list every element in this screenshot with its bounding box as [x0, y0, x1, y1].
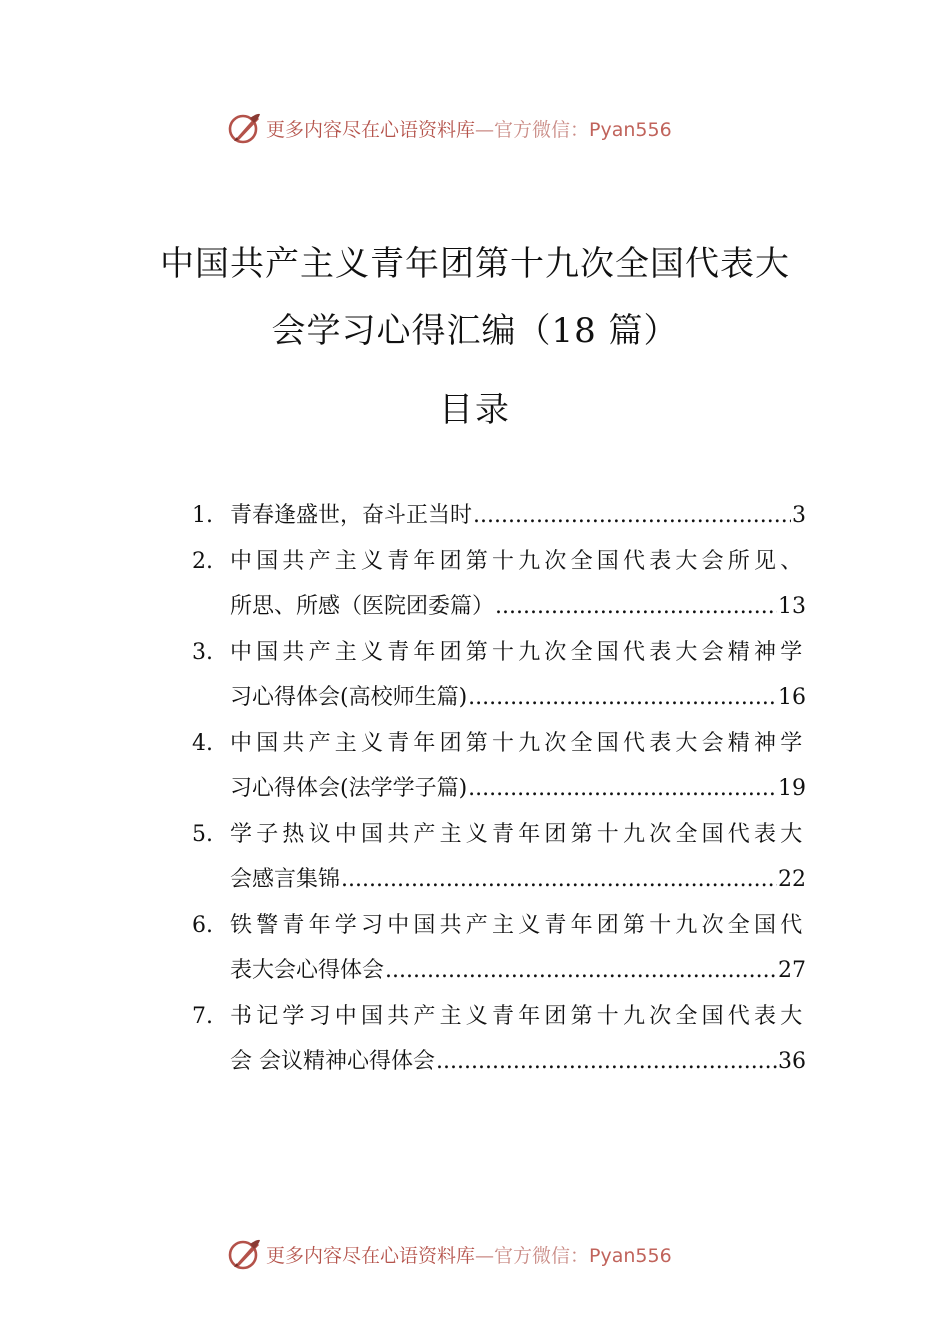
toc-entry-page: 13: [778, 594, 806, 619]
toc-entry-title: 习心得体会(高校师生篇): [230, 685, 468, 710]
toc-entry-page: 27: [778, 958, 806, 983]
watermark-main: 更多内容尽在心语资料库: [266, 1244, 476, 1267]
watermark-text: [266, 115, 672, 142]
quill-logo-icon: [226, 1236, 262, 1272]
watermark-text: [266, 1241, 672, 1268]
toc-dot-leader: [473, 493, 791, 538]
toc-entry-number: 3.: [192, 640, 213, 665]
toc-entry-4[interactable]: [192, 721, 806, 811]
toc-entry-title: 会 会议精神心得体会: [230, 1049, 435, 1074]
watermark-sub: —官方微信：: [475, 1244, 590, 1267]
toc-entry-7[interactable]: [192, 994, 806, 1084]
toc-entry-5[interactable]: [192, 812, 806, 902]
toc-entry-3[interactable]: [192, 630, 806, 720]
watermark-wechat-id: Pyan556: [589, 1244, 672, 1267]
toc-entry-last-line: [230, 857, 806, 902]
toc-entry-last-line: [230, 766, 806, 811]
header-watermark: [226, 108, 672, 148]
toc-entry-last-line: [230, 675, 806, 720]
toc-dot-leader: [468, 675, 777, 720]
toc-entry-title-line: 中国共产主义青年团第十九次全国代表大会所见、: [230, 549, 806, 574]
toc-entry-page: 16: [778, 685, 806, 710]
toc-entry-number: 2.: [192, 549, 213, 574]
toc-entry-title: 会感言集锦: [230, 867, 341, 892]
toc-entry-last-line: [230, 584, 806, 629]
watermark-sub: —官方微信：: [475, 118, 590, 141]
toc-entry-number: 1.: [192, 503, 213, 528]
toc-dot-leader: [436, 1039, 777, 1084]
toc-entry-title-line: 铁警青年学习中国共产主义青年团第十九次全国代: [230, 913, 806, 938]
toc-entry-title-line: 学子热议中国共产主义青年团第十九次全国代表大: [230, 822, 806, 847]
toc-entry-title-line: 书记学习中国共产主义青年团第十九次全国代表大: [230, 1004, 806, 1029]
toc-entry-number: 5.: [192, 822, 213, 847]
toc-entry-page: 36: [778, 1049, 806, 1074]
document-title-line-1: 中国共产主义青年团第十九次全国代表大: [160, 244, 790, 284]
toc-entry-number: 6.: [192, 913, 213, 938]
document-title-line-2: 会学习心得汇编（18 篇）: [271, 311, 679, 351]
toc-entry-title-line: 中国共产主义青年团第十九次全国代表大会精神学: [230, 731, 806, 756]
quill-logo-icon: [226, 110, 262, 146]
toc-dot-leader: [495, 584, 777, 629]
toc-entry-6[interactable]: [192, 903, 806, 993]
toc-entry-title: 习心得体会(法学学子篇): [230, 776, 468, 801]
toc-entry-page: 3: [792, 503, 806, 528]
toc-entry-last-line: [230, 493, 806, 538]
toc-entry-number: 7.: [192, 1004, 213, 1029]
toc-entry-1[interactable]: [192, 493, 806, 538]
toc-entry-title: 青春逢盛世，奋斗正当时: [230, 503, 473, 528]
toc-entry-2[interactable]: [192, 539, 806, 629]
footer-watermark: [226, 1234, 672, 1274]
toc-dot-leader: [385, 948, 777, 993]
toc-dot-leader: [341, 857, 777, 902]
toc-entry-title: 所思、所感（医院团委篇）: [230, 594, 495, 619]
toc-entry-last-line: [230, 948, 806, 993]
toc-heading: 目录: [439, 390, 511, 430]
toc-entry-page: 19: [778, 776, 806, 801]
toc-entry-number: 4.: [192, 731, 213, 756]
table-of-contents: [192, 493, 806, 1085]
toc-entry-page: 22: [778, 867, 806, 892]
watermark-wechat-id: Pyan556: [589, 118, 672, 141]
toc-entry-title-line: 中国共产主义青年团第十九次全国代表大会精神学: [230, 640, 806, 665]
toc-dot-leader: [468, 766, 777, 811]
watermark-main: 更多内容尽在心语资料库: [266, 118, 476, 141]
toc-entry-title: 表大会心得体会: [230, 958, 385, 983]
toc-entry-last-line: [230, 1039, 806, 1084]
